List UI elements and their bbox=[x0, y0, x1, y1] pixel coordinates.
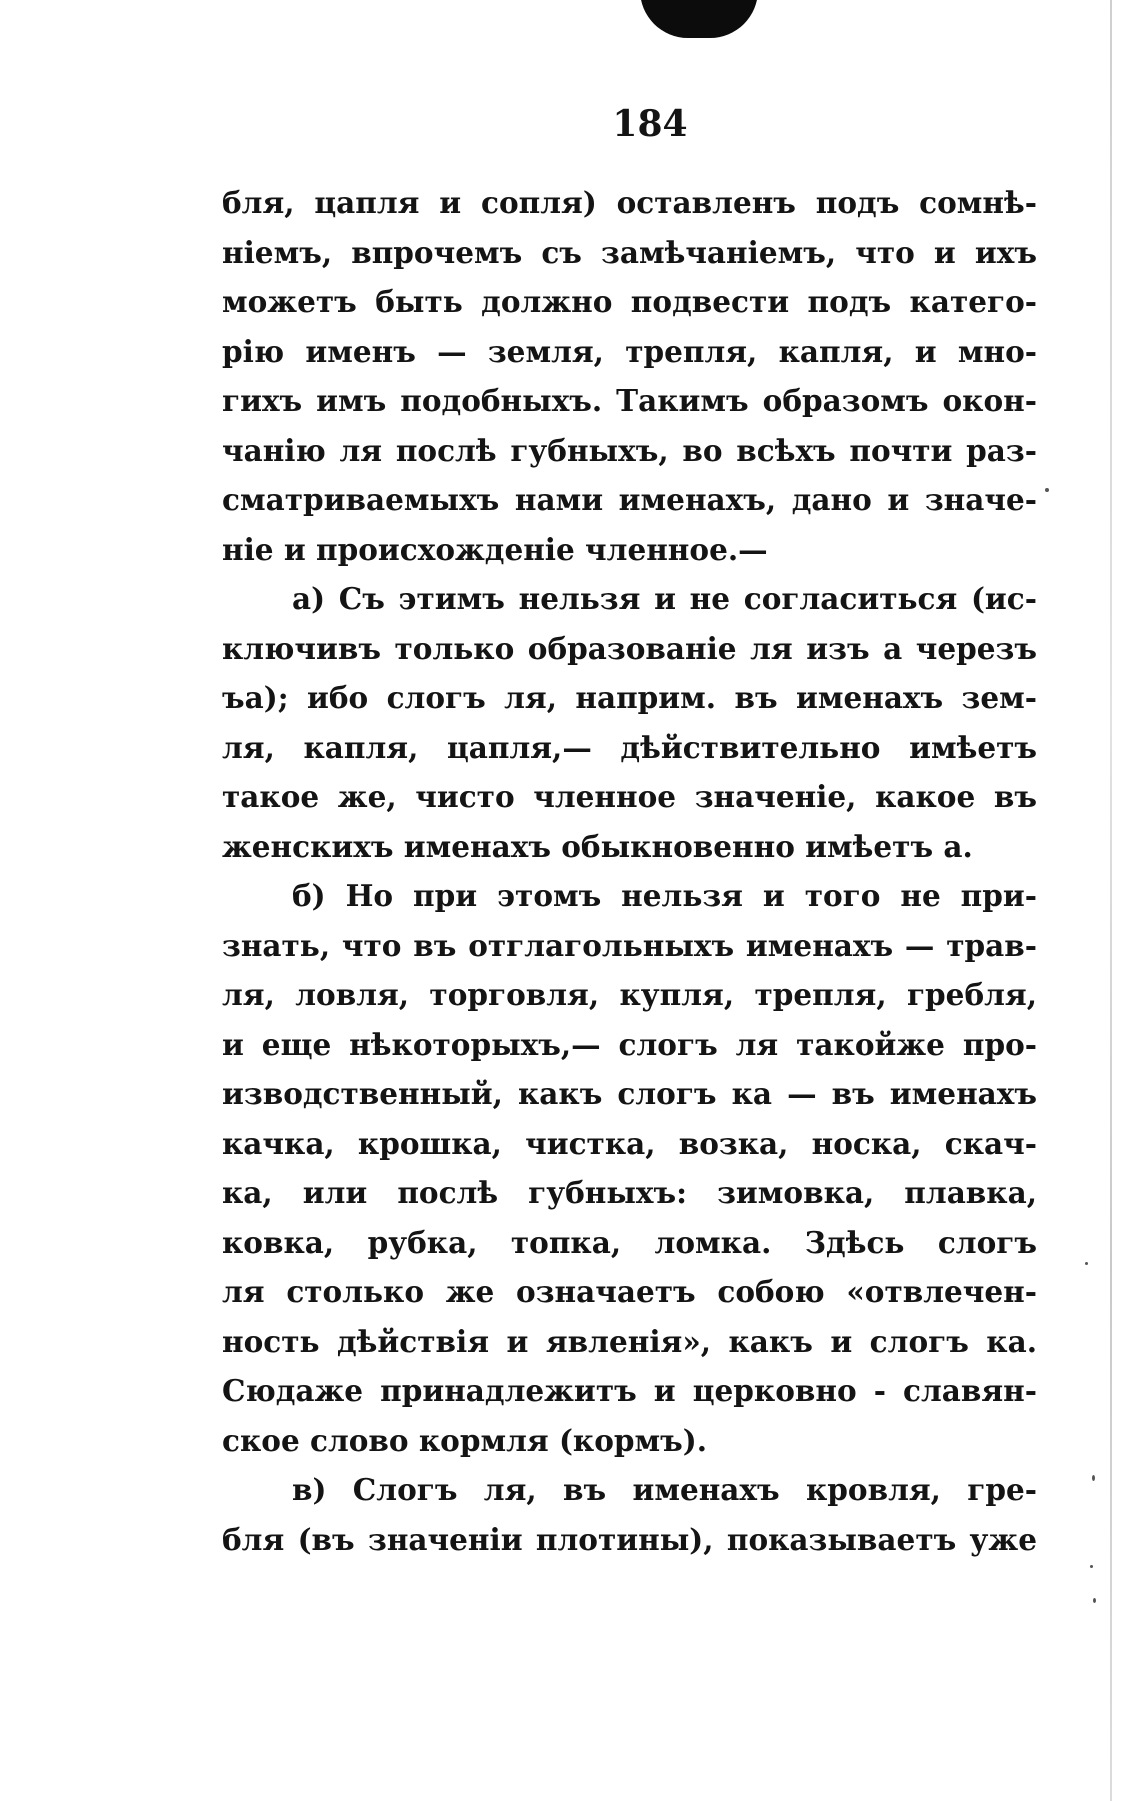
text-line: ніемъ, впрочемъ съ замѣчаніемъ, что и ихъ bbox=[222, 234, 1037, 270]
text-line: ля, ловля, торговля, купля, трепля, гребля, bbox=[222, 977, 1037, 1012]
print-speck bbox=[1093, 1598, 1096, 1603]
page-edge bbox=[1110, 0, 1112, 1801]
text-line: а) Съ этимъ нельзя и не согласиться (ис- bbox=[292, 581, 1037, 616]
text-line: можетъ быть должно подвести подъ катего- bbox=[222, 284, 1037, 319]
text-line: сматриваемыхъ нами именахъ, дано и значе- bbox=[222, 482, 1037, 517]
text-line: в) Слогъ ля, въ именахъ кровля, гре- bbox=[292, 1472, 1037, 1507]
body-text bbox=[222, 178, 1037, 1564]
text-line: ка, или послѣ губныхъ: зимовка, плавка, bbox=[222, 1175, 1037, 1210]
text-line: чанію ля послѣ губныхъ, во всѣхъ почти раз- bbox=[222, 432, 1037, 468]
page-number: 184 bbox=[612, 103, 688, 145]
print-speck bbox=[1085, 1262, 1088, 1265]
text-line: ля, капля, цапля,— дѣйствительно имѣетъ bbox=[222, 729, 1037, 765]
print-speck bbox=[1090, 1565, 1093, 1568]
text-line: женскихъ именахъ обыкновенно имѣетъ а. bbox=[222, 828, 973, 864]
text-line: ключивъ только образованіе ля изъ а черезъ bbox=[222, 630, 1037, 666]
text-line: бля, цапля и сопля) оставленъ подъ сомнѣ- bbox=[222, 185, 1037, 220]
text-line: ъа); ибо слогъ ля, наприм. въ именахъ зем- bbox=[222, 680, 1037, 715]
text-line: знать, что въ отглагольныхъ именахъ — трав- bbox=[222, 927, 1037, 963]
text-line: ковка, рубка, топка, ломка. Здѣсь слогъ bbox=[222, 1224, 1037, 1260]
text-line: ля столько же означаетъ собою «отвлечен- bbox=[222, 1274, 1037, 1309]
text-line: и еще нѣкоторыхъ,— слогъ ля такойже про- bbox=[222, 1026, 1037, 1062]
text-line: такое же, чисто членное значеніе, какое въ bbox=[222, 779, 1037, 814]
print-speck bbox=[1045, 488, 1049, 492]
text-line: качка, крошка, чистка, возка, носка, скач- bbox=[222, 1125, 1037, 1161]
text-line: ское слово кормля (кормъ). bbox=[222, 1422, 708, 1458]
ink-blot bbox=[640, 0, 758, 38]
text-line: б) Но при этомъ нельзя и того не при- bbox=[292, 878, 1037, 913]
text-line: изводственный, какъ слогъ ка — въ именахъ bbox=[222, 1076, 1037, 1111]
text-line: бля (въ значеніи плотины), показываетъ уже bbox=[222, 1521, 1037, 1557]
text-line: гихъ имъ подобныхъ. Такимъ образомъ окон- bbox=[222, 383, 1037, 418]
text-line: Сюдаже принадлежитъ и церковно - славян- bbox=[222, 1373, 1037, 1408]
text-line: ность дѣйствія и явленія», какъ и слогъ ка. bbox=[222, 1323, 1037, 1359]
text-line: ніе и происхожденіе членное.— bbox=[222, 531, 768, 567]
print-speck bbox=[1092, 1475, 1095, 1481]
text-line: рію именъ — земля, трепля, капля, и мно- bbox=[222, 333, 1037, 369]
